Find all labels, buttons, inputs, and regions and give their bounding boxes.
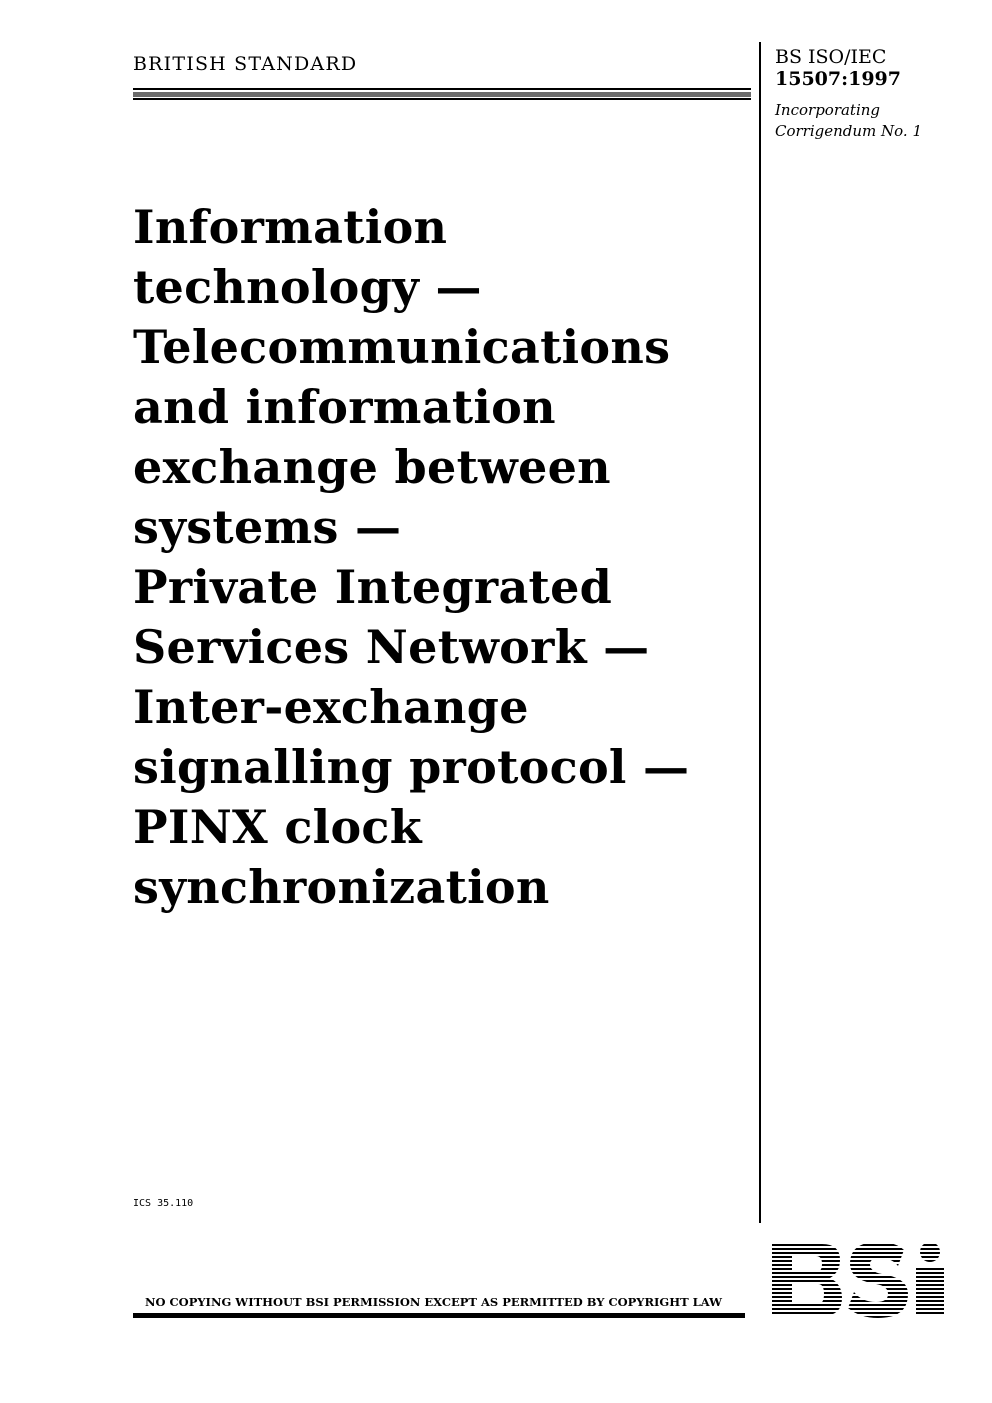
incorporating-note <box>775 100 922 142</box>
document-title <box>133 197 743 917</box>
header-rule-thin-lower <box>133 98 751 100</box>
header-rule-thin <box>133 88 751 90</box>
title-line: Telecommunications <box>133 320 671 374</box>
title-line: systems — <box>133 500 402 554</box>
title-line: Services Network — <box>133 620 650 674</box>
incorporating-line2: Corrigendum No. 1 <box>775 122 923 140</box>
incorporating-line1: Incorporating <box>775 101 881 119</box>
bsi-logo-graphic <box>770 1240 946 1320</box>
header-rule-gray <box>133 92 751 97</box>
standard-number-line1: BS ISO/IEC <box>775 46 887 68</box>
standard-number-line2: 15507:1997 <box>775 68 901 90</box>
ics-code: ICS 35.110 <box>133 1198 194 1209</box>
title-line: signalling protocol — <box>133 740 690 794</box>
vertical-divider <box>759 42 761 1223</box>
copyright-notice: NO COPYING WITHOUT BSI PERMISSION EXCEPT AS PERMITTED BY COPYRIGHT LAW <box>145 1295 723 1309</box>
footer-rule <box>133 1313 745 1318</box>
series-label: BRITISH STANDARD <box>133 53 358 75</box>
title-line: Information <box>133 200 448 254</box>
title-line: exchange between <box>133 440 611 494</box>
title-line: technology — <box>133 260 482 314</box>
title-line: PINX clock <box>133 800 422 854</box>
title-line: and information <box>133 380 556 434</box>
standard-number <box>775 46 901 90</box>
title-line: synchronization <box>133 860 550 914</box>
title-line: Private Integrated <box>133 560 613 614</box>
title-line: Inter-exchange <box>133 680 529 734</box>
bsi-logo <box>770 1240 946 1320</box>
